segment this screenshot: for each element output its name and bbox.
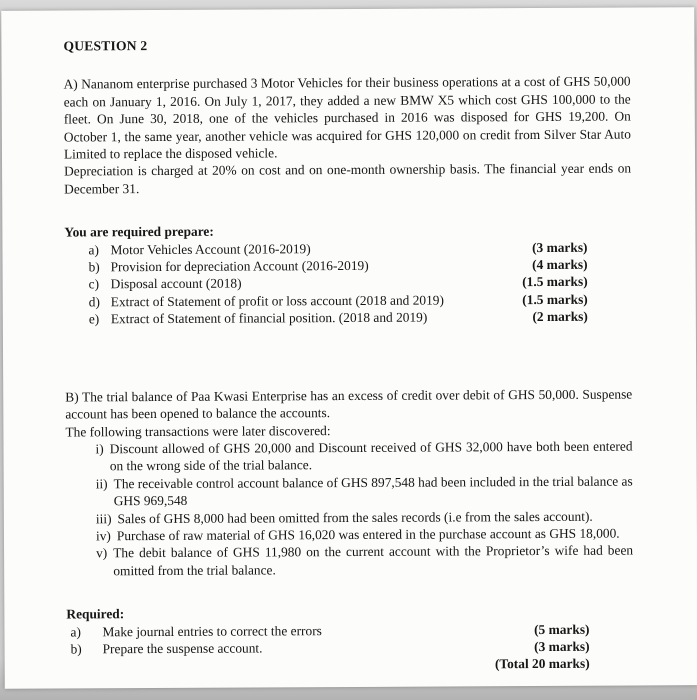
part-b-required-heading: Required: [66,606,125,622]
item-text: Discount allowed of GHS 20,000 and Discount received of GHS 32,000 have both been entered on the wrong side of the trial balance. [109,438,633,474]
item-text: Extract of Statement of profit or loss account (2018 and 2019) [110,292,444,310]
part-b-discovered-line: The following transactions were later discovered: [65,422,331,439]
item-marks: (1.5 marks) [522,291,588,307]
spacer [64,195,631,224]
item-marks: (2 marks) [532,309,588,325]
item-text: Prepare the suspense account. [102,640,263,657]
item-label: iii) [95,510,112,526]
item-text: Purchase of raw material of GHS 16,020 was entered in the purchase account as GHS 18,000. [116,525,620,544]
item-text: The receivable control account balance of GHS 897,548 had been included in the trial balance as GHS 969,548 [113,473,633,509]
part-a-paragraph: A) Nananom enterprise purchased 3 Motor Vehicles for their business operations at a cost of GHS 50,000 each on January 1, 2016. On July 1, 2017, they added a new BMW X5 which cost GHS 100,000 to the fleet. On June 30, 2018, one of the vehicles purchased in 2016 was disposed for GHS 19,200. On October 1, the same year, another vehicle was acquired for GHS 120,000 on credit from Silver Star Auto Limited to replace the disposed vehicle. [63,73,631,162]
item-label: d) [88,294,100,310]
part-b-item-v [96,542,633,580]
item-text: Disposal account (2018) [110,276,242,292]
part-a-item-e [65,308,632,328]
item-text: Make journal entries to correct the errors [102,622,322,639]
part-a-required-heading: You are required prepare: [64,223,214,240]
item-text: Extract of Statement of financial position. (2018 and 2019) [110,309,428,327]
item-marks: (4 marks) [532,256,588,273]
question-title: QUESTION 2 [63,38,148,54]
part-b-item-ii [96,472,633,510]
part-b-intro: B) The trial balance of Paa Kwasi Enterprise has an excess of credit over debit of GHS 50,000. Suspense account has been opened to balance the accounts. [65,386,633,422]
item-text: Sales of GHS 8,000 had been omitted from the sales records (i.e from the sales account). [117,508,593,526]
total-marks: (Total 20 marks) [494,656,590,672]
spacer [65,325,632,388]
item-text: Motor Vehicles Account (2016-2019) [110,240,311,257]
item-label: iv) [95,528,111,544]
item-marks: (3 marks) [532,239,588,255]
item-label: a) [70,623,81,640]
item-label: v) [96,545,108,561]
spacer [66,577,633,606]
item-label: a) [88,241,99,258]
item-marks: (5 marks) [534,621,590,637]
item-text: The debit balance of GHS 11,980 on the current account with the Proprietor’s wife had been omitted from the trial balance. [113,542,634,578]
part-a-depreciation-note: Depreciation is charged at 20% on cost and on one-month ownership basis. The financial year ends on December 31. [64,160,632,197]
item-label: c) [88,276,100,292]
item-label: ii) [95,475,108,492]
item-label: e) [88,311,100,327]
item-marks: (3 marks) [534,638,590,655]
exam-page [1,7,697,689]
item-label: b) [88,259,100,275]
item-text: Provision for depreciation Account (2016-2019) [110,257,369,275]
item-label: b) [70,641,82,657]
item-marks: (1.5 marks) [522,274,588,290]
part-b-item-i [95,437,632,475]
item-label: i) [95,441,104,457]
